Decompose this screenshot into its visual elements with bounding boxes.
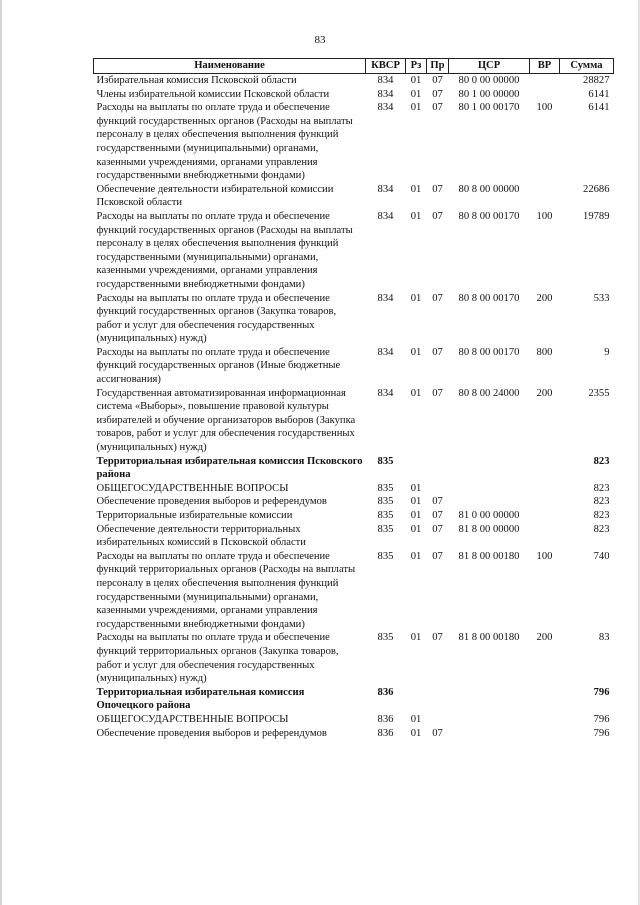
table-row	[94, 523, 614, 550]
budget-table	[93, 58, 614, 740]
cell-rz: 01	[410, 292, 422, 304]
cell-sum: 6141	[588, 102, 610, 114]
cell-vr: 100	[536, 550, 553, 562]
table-row	[94, 482, 614, 496]
cell-rz: 01	[410, 75, 422, 86]
cell-csr	[449, 727, 530, 741]
cell-kvsr: 835	[377, 550, 394, 562]
cell-rz: 01	[410, 387, 422, 399]
cell-sum: 28827	[583, 75, 610, 86]
cell-name: Расходы на выплаты по оплате труда и обеспечение функций государственных органов (Иные бюджетные ассигнования)	[96, 346, 341, 386]
cell-csr: 80 1 00 00000	[458, 88, 520, 100]
cell-pr	[427, 686, 449, 713]
cell-sum: 823	[593, 510, 610, 521]
cell-pr: 07	[432, 88, 443, 100]
cell-rz	[406, 455, 427, 482]
cell-sum: 22686	[583, 183, 610, 195]
cell-sum: 6141	[588, 88, 610, 100]
cell-sum: 9	[604, 346, 610, 358]
cell-pr: 07	[432, 102, 443, 114]
cell-rz: 01	[410, 88, 422, 100]
cell-sum: 796	[593, 686, 610, 698]
cell-pr: 07	[432, 632, 443, 644]
cell-name: Члены избирательной комиссии Псковской области	[96, 88, 330, 100]
cell-rz: 01	[410, 550, 422, 562]
table-row	[94, 550, 614, 632]
cell-sum: 2355	[588, 387, 610, 399]
table-row	[94, 210, 614, 292]
cell-rz: 01	[410, 632, 422, 644]
header-name: Наименование	[94, 59, 366, 74]
cell-sum: 823	[593, 523, 610, 535]
cell-kvsr: 835	[377, 523, 394, 535]
cell-kvsr: 835	[377, 632, 394, 644]
cell-name: Расходы на выплаты по оплате труда и обеспечение функций государственных органов (Расходы на выплаты персоналу в целях обеспечения выполнения функций государственными (муниципальными) органами, казенными учреждениями, органами управления государственными внебюджетными фондами)	[96, 210, 353, 290]
cell-pr: 07	[432, 523, 443, 535]
page-number: 83	[314, 34, 326, 46]
cell-name: Обеспечение проведения выборов и референдумов	[96, 727, 327, 739]
header-kvsr: КВСР	[366, 59, 406, 74]
cell-sum: 533	[593, 292, 610, 304]
cell-name: Расходы на выплаты по оплате труда и обеспечение функций государственных органов (Расходы на выплаты персоналу в целях обеспечения выполнения функций государственными (муниципальными) органами, казенными учреждениями, органами управления государственными внебюджетными фондами)	[96, 102, 353, 182]
table-row	[94, 455, 614, 482]
cell-csr: 80 1 00 00170	[458, 102, 520, 114]
cell-kvsr: 834	[377, 346, 394, 358]
cell-sum: 19789	[583, 210, 610, 222]
cell-csr: 80 8 00 00170	[458, 292, 520, 304]
cell-kvsr: 835	[377, 510, 394, 521]
cell-vr	[530, 88, 560, 102]
table-header	[94, 59, 614, 74]
cell-sum: 823	[593, 482, 610, 494]
cell-kvsr: 834	[377, 102, 394, 114]
cell-kvsr: 836	[377, 686, 394, 698]
cell-csr: 80 8 00 00000	[458, 183, 520, 195]
table-row	[94, 509, 614, 523]
cell-pr: 07	[432, 496, 443, 508]
cell-pr: 07	[432, 183, 443, 195]
table-row	[94, 631, 614, 685]
cell-pr: 07	[432, 550, 443, 562]
cell-name: Территориальная избирательная комиссия Псковского района	[96, 455, 363, 481]
cell-rz: 01	[410, 496, 422, 508]
cell-kvsr: 835	[377, 496, 394, 508]
cell-csr	[449, 495, 530, 509]
cell-rz: 01	[410, 210, 422, 222]
cell-sum: 83	[598, 632, 610, 644]
cell-pr: 07	[432, 387, 443, 399]
cell-rz: 01	[410, 523, 422, 535]
cell-name: Расходы на выплаты по оплате труда и обеспечение функций территориальных органов (Закупка товаров, работ и услуг для обеспечения государственных (муниципальных) нужд)	[96, 632, 339, 685]
cell-csr: 81 0 00 00000	[458, 510, 520, 521]
header-pr: Пр	[427, 59, 449, 74]
cell-kvsr: 834	[377, 292, 394, 304]
cell-vr	[530, 727, 560, 741]
cell-sum: 823	[593, 455, 610, 467]
cell-sum: 740	[593, 550, 610, 562]
cell-csr: 80 8 00 00170	[458, 346, 520, 358]
cell-kvsr: 834	[377, 387, 394, 399]
table-row	[94, 183, 614, 210]
cell-csr: 80 8 00 24000	[458, 387, 520, 399]
table-row	[94, 727, 614, 741]
cell-vr	[530, 686, 560, 713]
cell-rz: 01	[410, 102, 422, 114]
header-rz: Рз	[406, 59, 427, 74]
table-row	[94, 495, 614, 509]
cell-rz: 01	[410, 727, 422, 739]
cell-pr	[427, 455, 449, 482]
cell-rz: 01	[410, 482, 422, 494]
cell-vr	[530, 509, 560, 523]
cell-csr	[449, 455, 530, 482]
cell-name: Обеспечение деятельности территориальных избирательных комиссий в Псковской области	[96, 523, 306, 549]
cell-vr: 100	[536, 210, 553, 222]
cell-name: Расходы на выплаты по оплате труда и обеспечение функций государственных органов (Закупка товаров, работ и услуг для обеспечения государственных (муниципальных) нужд)	[96, 292, 337, 345]
cell-pr	[427, 482, 449, 496]
cell-vr	[530, 523, 560, 550]
cell-name: ОБЩЕГОСУДАРСТВЕННЫЕ ВОПРОСЫ	[96, 713, 289, 725]
cell-sum: 796	[593, 727, 610, 739]
cell-name: Обеспечение деятельности избирательной комиссии Псковской области	[96, 183, 334, 209]
scan-edge-left	[0, 0, 2, 905]
cell-csr: 80 0 00 00000	[458, 75, 520, 86]
cell-name: Избирательная комиссия Псковской области	[96, 75, 297, 86]
cell-name: Территориальные избирательные комиссии	[96, 510, 293, 521]
cell-name: Обеспечение проведения выборов и референдумов	[96, 496, 327, 508]
cell-rz: 01	[410, 713, 422, 725]
cell-pr	[427, 713, 449, 727]
cell-vr	[530, 74, 560, 88]
cell-sum: 796	[593, 713, 610, 725]
cell-kvsr: 834	[377, 210, 394, 222]
cell-vr: 200	[536, 292, 553, 304]
cell-kvsr: 835	[377, 482, 394, 494]
cell-kvsr: 834	[377, 75, 394, 86]
table-row	[94, 346, 614, 387]
cell-vr	[530, 482, 560, 496]
cell-pr: 07	[432, 510, 443, 521]
table-row	[94, 686, 614, 713]
cell-vr	[530, 455, 560, 482]
cell-csr	[449, 713, 530, 727]
cell-vr: 200	[536, 632, 553, 644]
cell-csr: 81 8 00 00180	[458, 632, 520, 644]
cell-vr: 100	[536, 102, 553, 114]
header-sum: Сумма	[560, 59, 614, 74]
cell-sum: 823	[593, 496, 610, 508]
table-row	[94, 101, 614, 183]
cell-rz: 01	[410, 183, 422, 195]
cell-name: ОБЩЕГОСУДАРСТВЕННЫЕ ВОПРОСЫ	[96, 482, 289, 494]
cell-vr	[530, 713, 560, 727]
cell-pr: 07	[432, 292, 443, 304]
table-row	[94, 387, 614, 455]
header-vr: ВР	[530, 59, 560, 74]
cell-vr	[530, 183, 560, 210]
table-row	[94, 88, 614, 102]
cell-kvsr: 834	[377, 88, 394, 100]
cell-name: Государственная автоматизированная информационная система «Выборы», повышение правовой культуры избирателей и обучение организаторов выборов (Закупка товаров, работ и услуг для обеспечения государственных (муниципальных) нужд)	[96, 387, 356, 454]
cell-pr: 07	[432, 346, 443, 358]
cell-csr	[449, 482, 530, 496]
cell-kvsr: 835	[377, 455, 394, 467]
cell-csr: 81 8 00 00000	[458, 523, 520, 535]
cell-kvsr: 836	[377, 713, 394, 725]
cell-pr: 07	[432, 210, 443, 222]
cell-rz: 01	[410, 346, 422, 358]
cell-kvsr: 836	[377, 727, 394, 739]
cell-csr: 81 8 00 00180	[458, 550, 520, 562]
cell-pr: 07	[432, 727, 443, 739]
cell-vr: 800	[536, 346, 553, 358]
header-csr: ЦСР	[449, 59, 530, 74]
cell-name: Расходы на выплаты по оплате труда и обеспечение функций территориальных органов (Расходы на выплаты персоналу в целях обеспечения выполнения функций государственными (муниципальными) органами, казенными учреждениями, органами управления государственными внебюджетными фондами)	[96, 550, 356, 630]
cell-rz: 01	[410, 510, 422, 521]
table-row	[94, 713, 614, 727]
cell-vr: 200	[536, 387, 553, 399]
cell-csr	[449, 686, 530, 713]
cell-csr: 80 8 00 00170	[458, 210, 520, 222]
table-row	[94, 74, 614, 88]
cell-vr	[530, 495, 560, 509]
cell-kvsr: 834	[377, 183, 394, 195]
cell-pr: 07	[432, 75, 443, 86]
table-body	[94, 74, 614, 741]
cell-name: Территориальная избирательная комиссия Опочецкого района	[96, 686, 305, 712]
table-row	[94, 292, 614, 346]
cell-rz	[406, 686, 427, 713]
